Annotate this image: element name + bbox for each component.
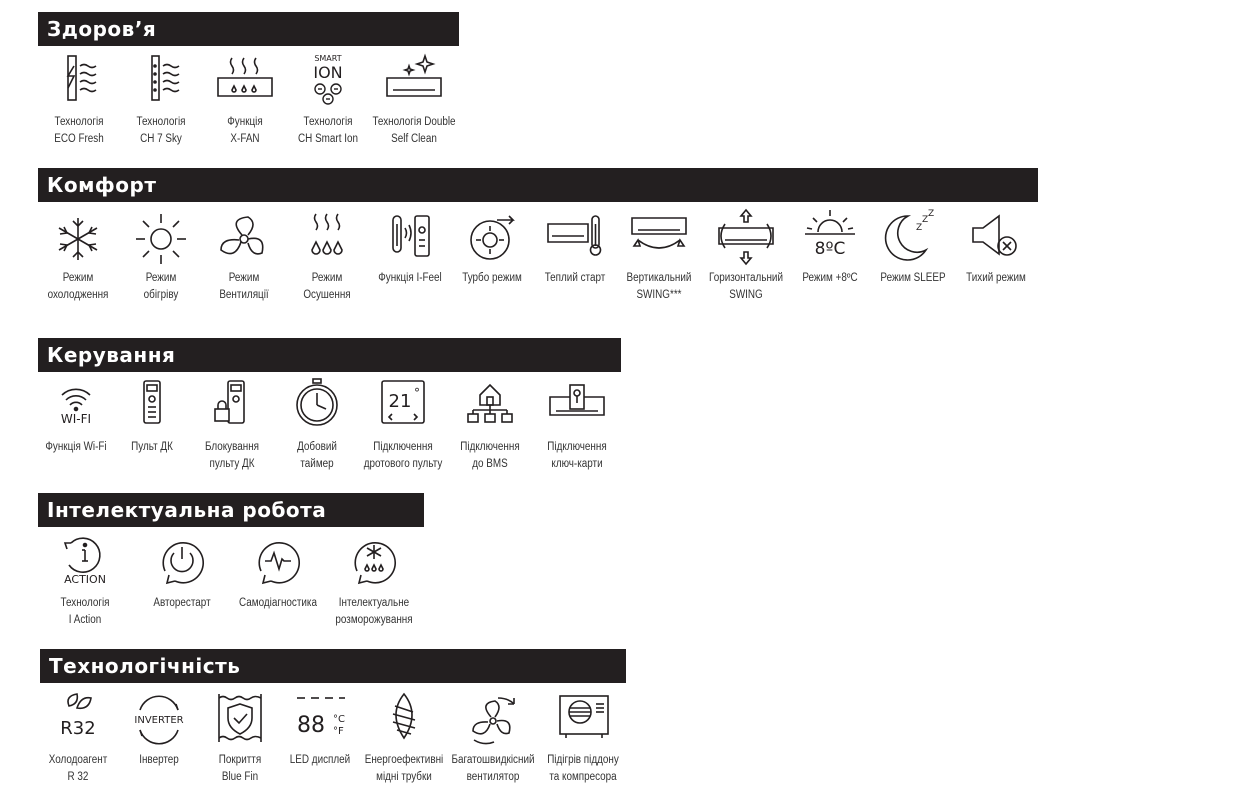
feature-x-fan bbox=[204, 52, 286, 148]
feature-label: Режим SLEEP bbox=[880, 272, 946, 284]
self-diagnosis-icon bbox=[247, 533, 309, 595]
section-header-control: Керування bbox=[38, 338, 621, 372]
feature-label: Покриття Blue Fin bbox=[218, 754, 262, 783]
section-header-health: Здоров’я bbox=[38, 12, 459, 46]
blue-fin-icon bbox=[209, 690, 271, 752]
x-fan-icon bbox=[214, 52, 276, 114]
smart-defrost-icon bbox=[343, 533, 405, 595]
svg-text:°: ° bbox=[414, 386, 420, 400]
feature-i-action bbox=[44, 533, 126, 629]
svg-text:ACTION: ACTION bbox=[64, 573, 106, 586]
feature-key-card bbox=[536, 377, 618, 473]
feature-label: Функція Wi-Fi bbox=[45, 441, 107, 453]
feature-turbo bbox=[451, 208, 533, 287]
svg-text:SMART: SMART bbox=[314, 54, 342, 63]
feature-copper-tubes bbox=[363, 690, 445, 786]
drops-icon bbox=[296, 208, 358, 270]
feature-label: Режим охолодження bbox=[47, 272, 109, 301]
feature-self-diagnosis bbox=[237, 533, 319, 612]
feature-plus-8c bbox=[789, 208, 871, 287]
section-header-technology: Технологічність bbox=[40, 649, 626, 683]
feature-warm-start bbox=[534, 208, 616, 287]
r32-icon bbox=[47, 690, 109, 752]
feature-label: Вертикальний SWING*** bbox=[626, 272, 692, 301]
bms-icon bbox=[459, 377, 521, 439]
feature-label: Режим +8ºC bbox=[802, 272, 858, 284]
feature-label: Підключення дротового пульту bbox=[363, 441, 443, 470]
feature-label: Функція X-FAN bbox=[227, 116, 263, 145]
eco-fresh-icon bbox=[48, 52, 110, 114]
feature-label: Інвертер bbox=[139, 754, 179, 766]
svg-text:ION: ION bbox=[313, 63, 343, 82]
remote-icon bbox=[121, 377, 183, 439]
feature-r32 bbox=[37, 690, 119, 786]
feature-label: Режим Вентиляції bbox=[219, 272, 269, 301]
feature-remote-lock bbox=[191, 377, 273, 473]
feature-label: Тихий режим bbox=[966, 272, 1026, 284]
feature-ventilation bbox=[203, 208, 285, 304]
feature-label: Технологія ECO Fresh bbox=[54, 116, 104, 145]
svg-text:°F: °F bbox=[333, 726, 344, 737]
feature-heating bbox=[120, 208, 202, 304]
svg-text:Z: Z bbox=[922, 215, 929, 225]
feature-label: Технологія I Action bbox=[60, 597, 110, 626]
feature-led-display bbox=[279, 690, 361, 769]
i-feel-icon bbox=[379, 208, 441, 270]
feature-label: Енергоефективні мідні трубки bbox=[364, 754, 444, 783]
feature-label: Технологія Double Self Clean bbox=[372, 116, 456, 145]
feature-smart-defrost bbox=[333, 533, 415, 629]
svg-text:Z: Z bbox=[916, 223, 923, 233]
vertical-swing-icon bbox=[628, 208, 690, 270]
horizontal-swing-icon bbox=[715, 208, 777, 270]
feature-label: Горизонтальний SWING bbox=[709, 272, 783, 301]
feature-dehumidify bbox=[286, 208, 368, 304]
feature-tray-heating bbox=[542, 690, 624, 786]
feature-blue-fin bbox=[199, 690, 281, 786]
feature-label: Технологія CH Smart Ion bbox=[298, 116, 358, 145]
feature-label: Режим Осушення bbox=[303, 272, 351, 301]
svg-text:°C: °C bbox=[333, 714, 345, 725]
inverter-icon bbox=[128, 690, 190, 752]
feature-label: Функція I-Feel bbox=[378, 272, 442, 284]
smart-ion-icon bbox=[297, 52, 359, 114]
feature-wired-controller bbox=[362, 377, 444, 473]
feature-label: Авторестарт bbox=[153, 597, 211, 609]
warm-start-icon bbox=[544, 208, 606, 270]
feature-label: Багатошвидкісний вентилятор bbox=[451, 754, 535, 783]
feature-vertical-swing bbox=[618, 208, 700, 304]
feature-label: Підключення ключ-карти bbox=[547, 441, 607, 470]
ch-7-sky-icon bbox=[130, 52, 192, 114]
svg-text:8ºC: 8ºC bbox=[814, 239, 846, 259]
feature-auto-restart bbox=[141, 533, 223, 612]
snowflake-icon bbox=[47, 208, 109, 270]
svg-text:WI-FI: WI-FI bbox=[60, 412, 92, 426]
feature-label: Турбо режим bbox=[462, 272, 522, 284]
fan-icon bbox=[213, 208, 275, 270]
feature-label: Самодіагностика bbox=[239, 597, 317, 609]
copper-tubes-icon bbox=[373, 690, 435, 752]
turbo-icon bbox=[461, 208, 523, 270]
feature-multi-speed-fan bbox=[452, 690, 534, 786]
feature-timer bbox=[276, 377, 358, 473]
feature-horizontal-swing bbox=[705, 208, 787, 304]
feature-label: Інтелектуальне розморожування bbox=[335, 597, 413, 626]
feature-quiet bbox=[955, 208, 1037, 287]
timer-icon bbox=[286, 377, 348, 439]
feature-smart-ion bbox=[287, 52, 369, 148]
multi-speed-fan-icon bbox=[462, 690, 524, 752]
feature-label: Добовий таймер bbox=[297, 441, 337, 470]
svg-text:R32: R32 bbox=[60, 718, 96, 739]
feature-double-self-clean bbox=[373, 52, 455, 148]
remote-lock-icon bbox=[201, 377, 263, 439]
feature-bms bbox=[449, 377, 531, 473]
section-header-intelligent: Інтелектуальна робота bbox=[38, 493, 424, 527]
feature-ch-7-sky bbox=[120, 52, 202, 148]
svg-text:21: 21 bbox=[388, 391, 412, 412]
feature-cooling bbox=[37, 208, 119, 304]
plus-8c-icon bbox=[799, 208, 861, 270]
feature-sleep bbox=[872, 208, 954, 287]
sun-icon bbox=[130, 208, 192, 270]
wifi-icon bbox=[45, 377, 107, 439]
auto-restart-icon bbox=[151, 533, 213, 595]
svg-text:INVERTER: INVERTER bbox=[134, 715, 184, 726]
wired-controller-icon bbox=[372, 377, 434, 439]
feature-label: Холодоагент R 32 bbox=[48, 754, 108, 783]
double-self-clean-icon bbox=[383, 52, 445, 114]
key-card-icon bbox=[546, 377, 608, 439]
svg-text:Z: Z bbox=[928, 209, 935, 219]
feature-label: Режим обігріву bbox=[143, 272, 179, 301]
led-display-icon bbox=[289, 690, 351, 752]
tray-heating-icon bbox=[552, 690, 614, 752]
feature-label: Підключення до BMS bbox=[460, 441, 520, 470]
feature-label: Пульт ДК bbox=[131, 441, 173, 453]
mute-icon bbox=[965, 208, 1027, 270]
sleep-moon-icon bbox=[882, 208, 944, 270]
feature-label: LED дисплей bbox=[289, 754, 351, 766]
feature-label: Блокування пульту ДК bbox=[204, 441, 260, 470]
feature-label: Технологія CH 7 Sky bbox=[136, 116, 186, 145]
feature-label: Підігрів піддону та компресора bbox=[547, 754, 619, 783]
feature-label: Теплий старт bbox=[544, 272, 606, 284]
i-action-icon bbox=[54, 533, 116, 595]
section-header-comfort: Комфорт bbox=[38, 168, 1038, 202]
svg-text:88: 88 bbox=[297, 713, 325, 738]
